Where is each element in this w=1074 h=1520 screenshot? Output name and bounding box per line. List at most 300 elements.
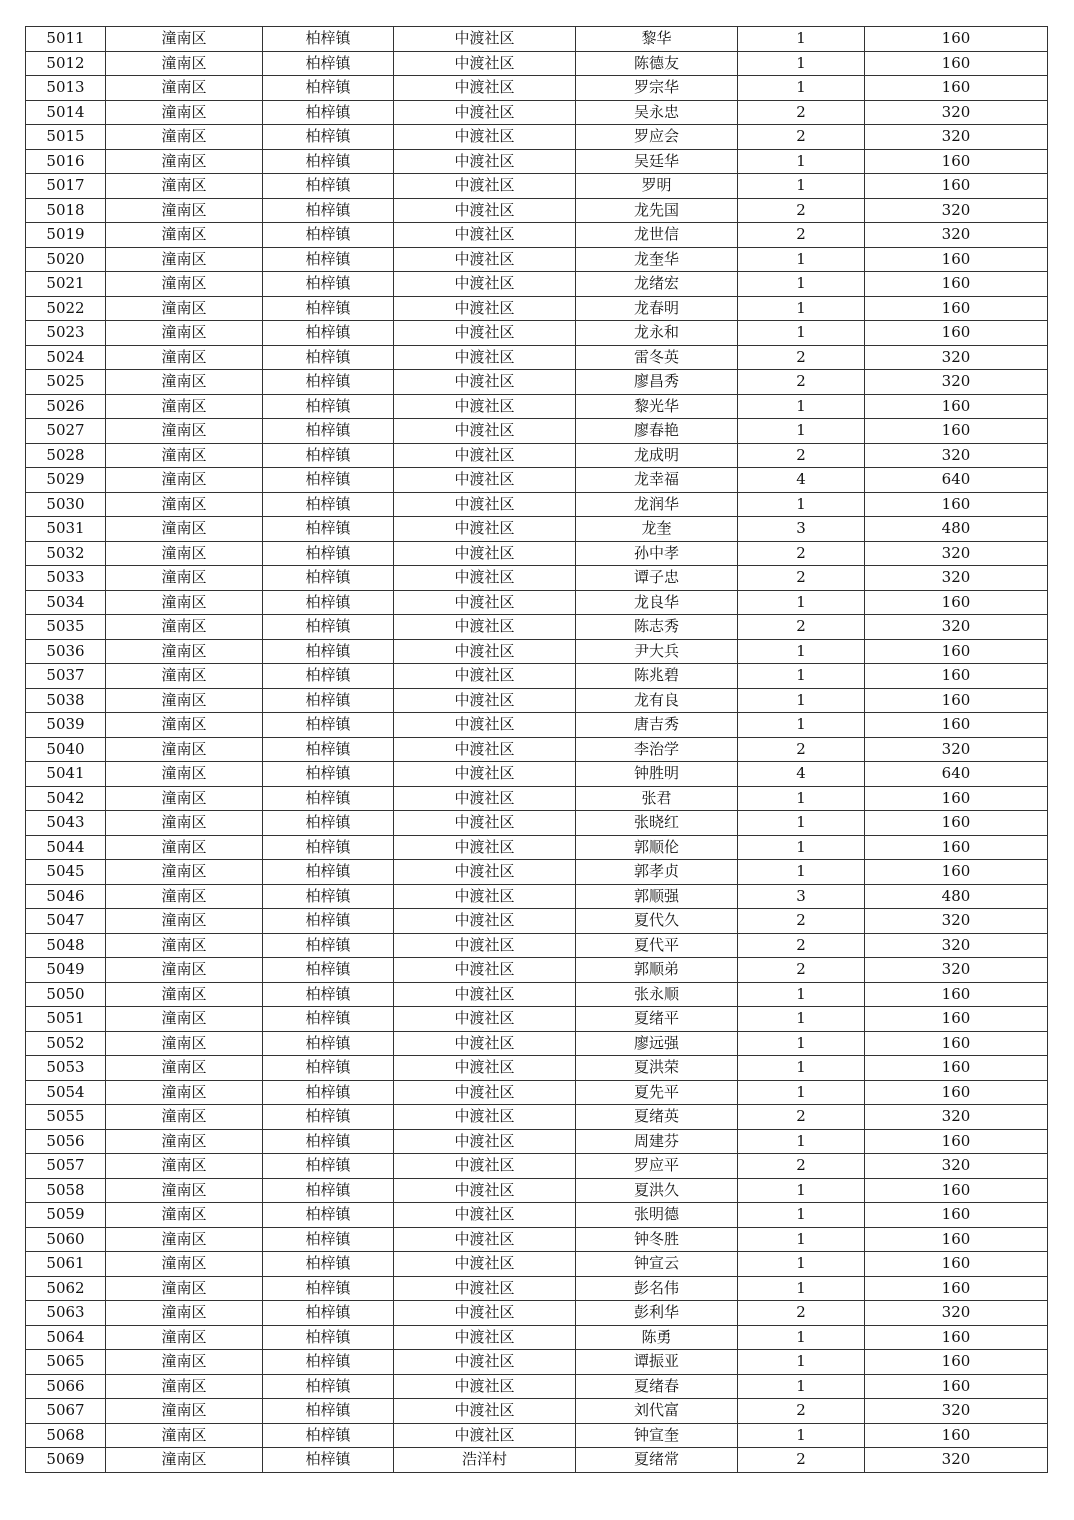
serial-cell: 5049 <box>26 958 106 983</box>
amount-cell: 160 <box>865 1129 1048 1154</box>
amount-cell: 160 <box>865 1374 1048 1399</box>
count-cell: 1 <box>738 982 865 1007</box>
amount-cell: 160 <box>865 321 1048 346</box>
town-cell: 柏梓镇 <box>263 272 394 297</box>
table-row <box>26 321 1048 346</box>
village-cell: 中渡社区 <box>394 296 576 321</box>
serial-cell: 5055 <box>26 1105 106 1130</box>
count-cell: 1 <box>738 1374 865 1399</box>
amount-cell: 320 <box>865 1154 1048 1179</box>
count-cell: 1 <box>738 1325 865 1350</box>
name-cell: 张晓红 <box>576 811 738 836</box>
count-cell: 1 <box>738 1203 865 1228</box>
village-cell: 中渡社区 <box>394 982 576 1007</box>
district-cell: 潼南区 <box>106 762 263 787</box>
table-row <box>26 982 1048 1007</box>
town-cell: 柏梓镇 <box>263 149 394 174</box>
serial-cell: 5063 <box>26 1301 106 1326</box>
name-cell: 张明德 <box>576 1203 738 1228</box>
table-row <box>26 1399 1048 1424</box>
town-cell: 柏梓镇 <box>263 811 394 836</box>
count-cell: 4 <box>738 468 865 493</box>
town-cell: 柏梓镇 <box>263 321 394 346</box>
count-cell: 1 <box>738 1350 865 1375</box>
village-cell: 中渡社区 <box>394 149 576 174</box>
name-cell: 谭子忠 <box>576 566 738 591</box>
town-cell: 柏梓镇 <box>263 909 394 934</box>
district-cell: 潼南区 <box>106 1031 263 1056</box>
district-cell: 潼南区 <box>106 1448 263 1473</box>
town-cell: 柏梓镇 <box>263 1203 394 1228</box>
amount-cell: 160 <box>865 1080 1048 1105</box>
name-cell: 钟胜明 <box>576 762 738 787</box>
village-cell: 中渡社区 <box>394 272 576 297</box>
town-cell: 柏梓镇 <box>263 688 394 713</box>
district-cell: 潼南区 <box>106 1154 263 1179</box>
name-cell: 周建芬 <box>576 1129 738 1154</box>
count-cell: 2 <box>738 933 865 958</box>
serial-cell: 5013 <box>26 76 106 101</box>
village-cell: 中渡社区 <box>394 1178 576 1203</box>
village-cell: 中渡社区 <box>394 615 576 640</box>
table-row <box>26 223 1048 248</box>
district-cell: 潼南区 <box>106 174 263 199</box>
village-cell: 中渡社区 <box>394 762 576 787</box>
town-cell: 柏梓镇 <box>263 125 394 150</box>
town-cell: 柏梓镇 <box>263 223 394 248</box>
serial-cell: 5037 <box>26 664 106 689</box>
district-cell: 潼南区 <box>106 125 263 150</box>
name-cell: 张永顺 <box>576 982 738 1007</box>
amount-cell: 480 <box>865 884 1048 909</box>
town-cell: 柏梓镇 <box>263 1448 394 1473</box>
village-cell: 中渡社区 <box>394 1129 576 1154</box>
count-cell: 1 <box>738 149 865 174</box>
village-cell: 中渡社区 <box>394 1350 576 1375</box>
district-cell: 潼南区 <box>106 100 263 125</box>
serial-cell: 5048 <box>26 933 106 958</box>
district-cell: 潼南区 <box>106 1325 263 1350</box>
table-row <box>26 639 1048 664</box>
table-body <box>26 27 1048 1473</box>
town-cell: 柏梓镇 <box>263 394 394 419</box>
town-cell: 柏梓镇 <box>263 884 394 909</box>
district-cell: 潼南区 <box>106 909 263 934</box>
town-cell: 柏梓镇 <box>263 1301 394 1326</box>
table-row <box>26 1301 1048 1326</box>
table-row <box>26 1203 1048 1228</box>
name-cell: 龙有良 <box>576 688 738 713</box>
town-cell: 柏梓镇 <box>263 762 394 787</box>
count-cell: 1 <box>738 688 865 713</box>
amount-cell: 160 <box>865 590 1048 615</box>
name-cell: 陈志秀 <box>576 615 738 640</box>
village-cell: 中渡社区 <box>394 492 576 517</box>
serial-cell: 5059 <box>26 1203 106 1228</box>
district-cell: 潼南区 <box>106 860 263 885</box>
town-cell: 柏梓镇 <box>263 615 394 640</box>
district-cell: 潼南区 <box>106 1007 263 1032</box>
name-cell: 吴廷华 <box>576 149 738 174</box>
count-cell: 1 <box>738 419 865 444</box>
village-cell: 中渡社区 <box>394 1105 576 1130</box>
amount-cell: 640 <box>865 762 1048 787</box>
count-cell: 1 <box>738 1178 865 1203</box>
name-cell: 龙绪宏 <box>576 272 738 297</box>
serial-cell: 5052 <box>26 1031 106 1056</box>
amount-cell: 160 <box>865 272 1048 297</box>
town-cell: 柏梓镇 <box>263 1154 394 1179</box>
serial-cell: 5026 <box>26 394 106 419</box>
amount-cell: 320 <box>865 615 1048 640</box>
amount-cell: 160 <box>865 492 1048 517</box>
name-cell: 廖远强 <box>576 1031 738 1056</box>
village-cell: 中渡社区 <box>394 1007 576 1032</box>
count-cell: 2 <box>738 443 865 468</box>
serial-cell: 5028 <box>26 443 106 468</box>
count-cell: 1 <box>738 1031 865 1056</box>
name-cell: 彭名伟 <box>576 1276 738 1301</box>
town-cell: 柏梓镇 <box>263 1423 394 1448</box>
district-cell: 潼南区 <box>106 370 263 395</box>
amount-cell: 480 <box>865 517 1048 542</box>
name-cell: 龙世信 <box>576 223 738 248</box>
table-row <box>26 149 1048 174</box>
serial-cell: 5021 <box>26 272 106 297</box>
serial-cell: 5027 <box>26 419 106 444</box>
count-cell: 1 <box>738 1276 865 1301</box>
district-cell: 潼南区 <box>106 933 263 958</box>
count-cell: 2 <box>738 737 865 762</box>
name-cell: 夏代平 <box>576 933 738 958</box>
town-cell: 柏梓镇 <box>263 1031 394 1056</box>
district-cell: 潼南区 <box>106 1203 263 1228</box>
amount-cell: 160 <box>865 688 1048 713</box>
village-cell: 中渡社区 <box>394 639 576 664</box>
amount-cell: 160 <box>865 639 1048 664</box>
serial-cell: 5012 <box>26 51 106 76</box>
count-cell: 1 <box>738 1129 865 1154</box>
village-cell: 中渡社区 <box>394 76 576 101</box>
count-cell: 4 <box>738 762 865 787</box>
town-cell: 柏梓镇 <box>263 174 394 199</box>
table-row <box>26 468 1048 493</box>
village-cell: 中渡社区 <box>394 933 576 958</box>
district-cell: 潼南区 <box>106 590 263 615</box>
village-cell: 中渡社区 <box>394 590 576 615</box>
count-cell: 2 <box>738 370 865 395</box>
amount-cell: 320 <box>865 223 1048 248</box>
town-cell: 柏梓镇 <box>263 958 394 983</box>
serial-cell: 5053 <box>26 1056 106 1081</box>
serial-cell: 5065 <box>26 1350 106 1375</box>
town-cell: 柏梓镇 <box>263 566 394 591</box>
district-cell: 潼南区 <box>106 541 263 566</box>
table-row <box>26 688 1048 713</box>
village-cell: 中渡社区 <box>394 786 576 811</box>
amount-cell: 640 <box>865 468 1048 493</box>
town-cell: 柏梓镇 <box>263 443 394 468</box>
serial-cell: 5029 <box>26 468 106 493</box>
count-cell: 2 <box>738 909 865 934</box>
district-cell: 潼南区 <box>106 1350 263 1375</box>
serial-cell: 5014 <box>26 100 106 125</box>
table-row <box>26 909 1048 934</box>
count-cell: 1 <box>738 811 865 836</box>
serial-cell: 5011 <box>26 27 106 52</box>
amount-cell: 160 <box>865 1325 1048 1350</box>
count-cell: 1 <box>738 394 865 419</box>
amount-cell: 320 <box>865 1399 1048 1424</box>
table-row <box>26 1374 1048 1399</box>
amount-cell: 160 <box>865 982 1048 1007</box>
name-cell: 郭顺弟 <box>576 958 738 983</box>
name-cell: 夏先平 <box>576 1080 738 1105</box>
district-cell: 潼南区 <box>106 835 263 860</box>
table-row <box>26 737 1048 762</box>
serial-cell: 5015 <box>26 125 106 150</box>
town-cell: 柏梓镇 <box>263 541 394 566</box>
table-row <box>26 51 1048 76</box>
town-cell: 柏梓镇 <box>263 1252 394 1277</box>
town-cell: 柏梓镇 <box>263 1178 394 1203</box>
amount-cell: 160 <box>865 296 1048 321</box>
amount-cell: 160 <box>865 1423 1048 1448</box>
amount-cell: 160 <box>865 860 1048 885</box>
village-cell: 中渡社区 <box>394 370 576 395</box>
serial-cell: 5016 <box>26 149 106 174</box>
table-row <box>26 1129 1048 1154</box>
name-cell: 唐吉秀 <box>576 713 738 738</box>
data-table <box>25 26 1048 1473</box>
amount-cell: 320 <box>865 1301 1048 1326</box>
amount-cell: 320 <box>865 443 1048 468</box>
district-cell: 潼南区 <box>106 296 263 321</box>
table-row <box>26 419 1048 444</box>
count-cell: 3 <box>738 517 865 542</box>
district-cell: 潼南区 <box>106 76 263 101</box>
village-cell: 浩洋村 <box>394 1448 576 1473</box>
town-cell: 柏梓镇 <box>263 590 394 615</box>
serial-cell: 5068 <box>26 1423 106 1448</box>
name-cell: 罗应平 <box>576 1154 738 1179</box>
district-cell: 潼南区 <box>106 737 263 762</box>
name-cell: 罗明 <box>576 174 738 199</box>
district-cell: 潼南区 <box>106 149 263 174</box>
amount-cell: 160 <box>865 811 1048 836</box>
village-cell: 中渡社区 <box>394 884 576 909</box>
name-cell: 龙成明 <box>576 443 738 468</box>
serial-cell: 5030 <box>26 492 106 517</box>
village-cell: 中渡社区 <box>394 1276 576 1301</box>
village-cell: 中渡社区 <box>394 958 576 983</box>
amount-cell: 320 <box>865 100 1048 125</box>
name-cell: 夏洪久 <box>576 1178 738 1203</box>
name-cell: 龙永和 <box>576 321 738 346</box>
district-cell: 潼南区 <box>106 468 263 493</box>
district-cell: 潼南区 <box>106 1374 263 1399</box>
serial-cell: 5051 <box>26 1007 106 1032</box>
amount-cell: 160 <box>865 1031 1048 1056</box>
count-cell: 2 <box>738 1105 865 1130</box>
village-cell: 中渡社区 <box>394 664 576 689</box>
table-row <box>26 811 1048 836</box>
serial-cell: 5042 <box>26 786 106 811</box>
amount-cell: 160 <box>865 1252 1048 1277</box>
amount-cell: 160 <box>865 664 1048 689</box>
name-cell: 龙良华 <box>576 590 738 615</box>
name-cell: 孙中孝 <box>576 541 738 566</box>
serial-cell: 5022 <box>26 296 106 321</box>
count-cell: 2 <box>738 566 865 591</box>
district-cell: 潼南区 <box>106 1276 263 1301</box>
name-cell: 吴永忠 <box>576 100 738 125</box>
town-cell: 柏梓镇 <box>263 27 394 52</box>
table-row <box>26 786 1048 811</box>
village-cell: 中渡社区 <box>394 1423 576 1448</box>
name-cell: 夏绪平 <box>576 1007 738 1032</box>
town-cell: 柏梓镇 <box>263 100 394 125</box>
count-cell: 1 <box>738 860 865 885</box>
district-cell: 潼南区 <box>106 1080 263 1105</box>
table-row <box>26 1007 1048 1032</box>
serial-cell: 5067 <box>26 1399 106 1424</box>
amount-cell: 160 <box>865 149 1048 174</box>
name-cell: 钟宣云 <box>576 1252 738 1277</box>
village-cell: 中渡社区 <box>394 1203 576 1228</box>
count-cell: 1 <box>738 664 865 689</box>
amount-cell: 320 <box>865 737 1048 762</box>
amount-cell: 160 <box>865 419 1048 444</box>
name-cell: 夏绪春 <box>576 1374 738 1399</box>
village-cell: 中渡社区 <box>394 345 576 370</box>
district-cell: 潼南区 <box>106 345 263 370</box>
amount-cell: 320 <box>865 125 1048 150</box>
serial-cell: 5058 <box>26 1178 106 1203</box>
name-cell: 郭顺强 <box>576 884 738 909</box>
town-cell: 柏梓镇 <box>263 51 394 76</box>
name-cell: 陈兆碧 <box>576 664 738 689</box>
table-row <box>26 1105 1048 1130</box>
name-cell: 罗宗华 <box>576 76 738 101</box>
village-cell: 中渡社区 <box>394 321 576 346</box>
table-row <box>26 517 1048 542</box>
count-cell: 1 <box>738 1007 865 1032</box>
count-cell: 1 <box>738 492 865 517</box>
name-cell: 陈德友 <box>576 51 738 76</box>
village-cell: 中渡社区 <box>394 198 576 223</box>
table-row <box>26 664 1048 689</box>
serial-cell: 5039 <box>26 713 106 738</box>
count-cell: 1 <box>738 174 865 199</box>
count-cell: 1 <box>738 639 865 664</box>
table-row <box>26 1227 1048 1252</box>
amount-cell: 160 <box>865 27 1048 52</box>
district-cell: 潼南区 <box>106 811 263 836</box>
village-cell: 中渡社区 <box>394 860 576 885</box>
name-cell: 张君 <box>576 786 738 811</box>
town-cell: 柏梓镇 <box>263 737 394 762</box>
district-cell: 潼南区 <box>106 443 263 468</box>
village-cell: 中渡社区 <box>394 566 576 591</box>
name-cell: 龙春明 <box>576 296 738 321</box>
table-row <box>26 615 1048 640</box>
village-cell: 中渡社区 <box>394 909 576 934</box>
amount-cell: 320 <box>865 909 1048 934</box>
town-cell: 柏梓镇 <box>263 198 394 223</box>
village-cell: 中渡社区 <box>394 517 576 542</box>
village-cell: 中渡社区 <box>394 1399 576 1424</box>
name-cell: 彭利华 <box>576 1301 738 1326</box>
name-cell: 龙奎华 <box>576 247 738 272</box>
serial-cell: 5054 <box>26 1080 106 1105</box>
district-cell: 潼南区 <box>106 1423 263 1448</box>
town-cell: 柏梓镇 <box>263 835 394 860</box>
serial-cell: 5060 <box>26 1227 106 1252</box>
count-cell: 2 <box>738 541 865 566</box>
district-cell: 潼南区 <box>106 321 263 346</box>
table-row <box>26 958 1048 983</box>
district-cell: 潼南区 <box>106 517 263 542</box>
village-cell: 中渡社区 <box>394 688 576 713</box>
town-cell: 柏梓镇 <box>263 1374 394 1399</box>
district-cell: 潼南区 <box>106 1227 263 1252</box>
amount-cell: 160 <box>865 394 1048 419</box>
table-row <box>26 1423 1048 1448</box>
district-cell: 潼南区 <box>106 566 263 591</box>
district-cell: 潼南区 <box>106 272 263 297</box>
table-row <box>26 443 1048 468</box>
amount-cell: 320 <box>865 933 1048 958</box>
town-cell: 柏梓镇 <box>263 1007 394 1032</box>
name-cell: 黎光华 <box>576 394 738 419</box>
village-cell: 中渡社区 <box>394 27 576 52</box>
town-cell: 柏梓镇 <box>263 1350 394 1375</box>
name-cell: 廖春艳 <box>576 419 738 444</box>
name-cell: 夏绪英 <box>576 1105 738 1130</box>
village-cell: 中渡社区 <box>394 1056 576 1081</box>
table-row <box>26 1252 1048 1277</box>
district-cell: 潼南区 <box>106 27 263 52</box>
village-cell: 中渡社区 <box>394 394 576 419</box>
district-cell: 潼南区 <box>106 615 263 640</box>
table-row <box>26 296 1048 321</box>
town-cell: 柏梓镇 <box>263 639 394 664</box>
count-cell: 2 <box>738 615 865 640</box>
table-row <box>26 1276 1048 1301</box>
name-cell: 夏绪常 <box>576 1448 738 1473</box>
village-cell: 中渡社区 <box>394 1031 576 1056</box>
village-cell: 中渡社区 <box>394 1227 576 1252</box>
table-row <box>26 933 1048 958</box>
count-cell: 1 <box>738 786 865 811</box>
amount-cell: 160 <box>865 1276 1048 1301</box>
count-cell: 1 <box>738 76 865 101</box>
village-cell: 中渡社区 <box>394 247 576 272</box>
district-cell: 潼南区 <box>106 786 263 811</box>
name-cell: 郭顺伦 <box>576 835 738 860</box>
amount-cell: 160 <box>865 1350 1048 1375</box>
name-cell: 龙幸福 <box>576 468 738 493</box>
amount-cell: 320 <box>865 958 1048 983</box>
town-cell: 柏梓镇 <box>263 296 394 321</box>
village-cell: 中渡社区 <box>394 443 576 468</box>
table-row <box>26 566 1048 591</box>
table-row <box>26 884 1048 909</box>
town-cell: 柏梓镇 <box>263 860 394 885</box>
name-cell: 钟冬胜 <box>576 1227 738 1252</box>
serial-cell: 5017 <box>26 174 106 199</box>
